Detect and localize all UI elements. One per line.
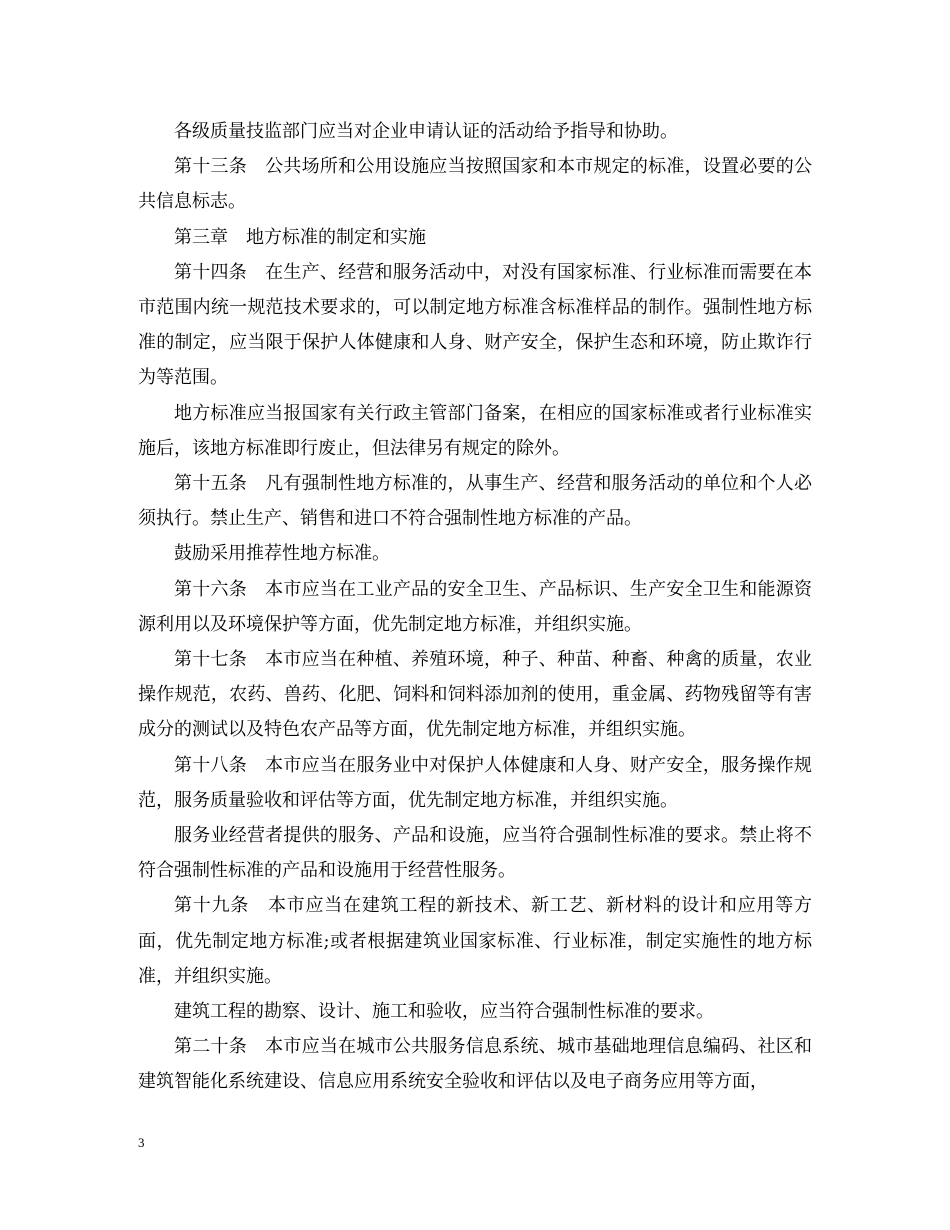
paragraph: 第十七条 本市应当在种植、养殖环境，种子、种苗、种畜、种禽的质量，农业操作规范，农药、兽药、化肥、饲料和饲料添加剂的使用，重金属、药物残留等有害成分的测试以及特色农产品等方面，优先制定地方标准，并组织实施。 — [138, 649, 812, 741]
paragraph: 第十六条 本市应当在工业产品的安全卫生、产品标识、生产安全卫生和能源资源利用以及环境保护等方面，优先制定地方标准，并组织实施。 — [138, 578, 812, 635]
chapter-heading: 第三章 地方标准的制定和实施 — [174, 226, 426, 248]
paragraph: 第二十条 本市应当在城市公共服务信息系统、城市基础地理信息编码、社区和建筑智能化系统建设、信息应用系统安全验收和评估以及电子商务应用等方面， — [138, 1036, 812, 1093]
paragraph: 鼓励采用推荐性地方标准。 — [174, 543, 390, 565]
paragraph: 第十三条 公共场所和公用设施应当按照国家和本市规定的标准，设置必要的公共信息标志。 — [138, 156, 812, 213]
paragraph: 建筑工程的勘察、设计、施工和验收，应当符合强制性标准的要求。 — [174, 1001, 714, 1023]
page-number: 3 — [138, 1135, 145, 1150]
paragraph: 第十八条 本市应当在服务业中对保护人体健康和人身、财产安全，服务操作规范，服务质量验收和评估等方面，优先制定地方标准，并组织实施。 — [138, 754, 812, 811]
paragraph: 第十五条 凡有强制性地方标准的，从事生产、经营和服务活动的单位和个人必须执行。禁止生产、销售和进口不符合强制性地方标准的产品。 — [138, 473, 812, 530]
paragraph: 各级质量技监部门应当对企业申请认证的活动给予指导和协助。 — [174, 121, 678, 142]
document-body — [138, 114, 812, 1100]
paragraph: 第十四条 在生产、经营和服务活动中，对没有国家标准、行业标准而需要在本市范围内统一规范技术要求的，可以制定地方标准含标准样品的制作。强制性地方标准的制定，应当限于保护人体健康和人身、财产安全，保护生态和环境，防止欺诈行为等范围。 — [138, 261, 812, 389]
paragraph: 第十九条 本市应当在建筑工程的新技术、新工艺、新材料的设计和应用等方面，优先制定地方标准;或者根据建筑业国家标准、行业标准，制定实施性的地方标准，并组织实施。 — [138, 895, 812, 987]
paragraph: 地方标准应当报国家有关行政主管部门备案，在相应的国家标准或者行业标准实施后，该地方标准即行废止，但法律另有规定的除外。 — [138, 402, 812, 459]
paragraph: 服务业经营者提供的服务、产品和设施，应当符合强制性标准的要求。禁止将不符合强制性标准的产品和设施用于经营性服务。 — [138, 825, 812, 882]
